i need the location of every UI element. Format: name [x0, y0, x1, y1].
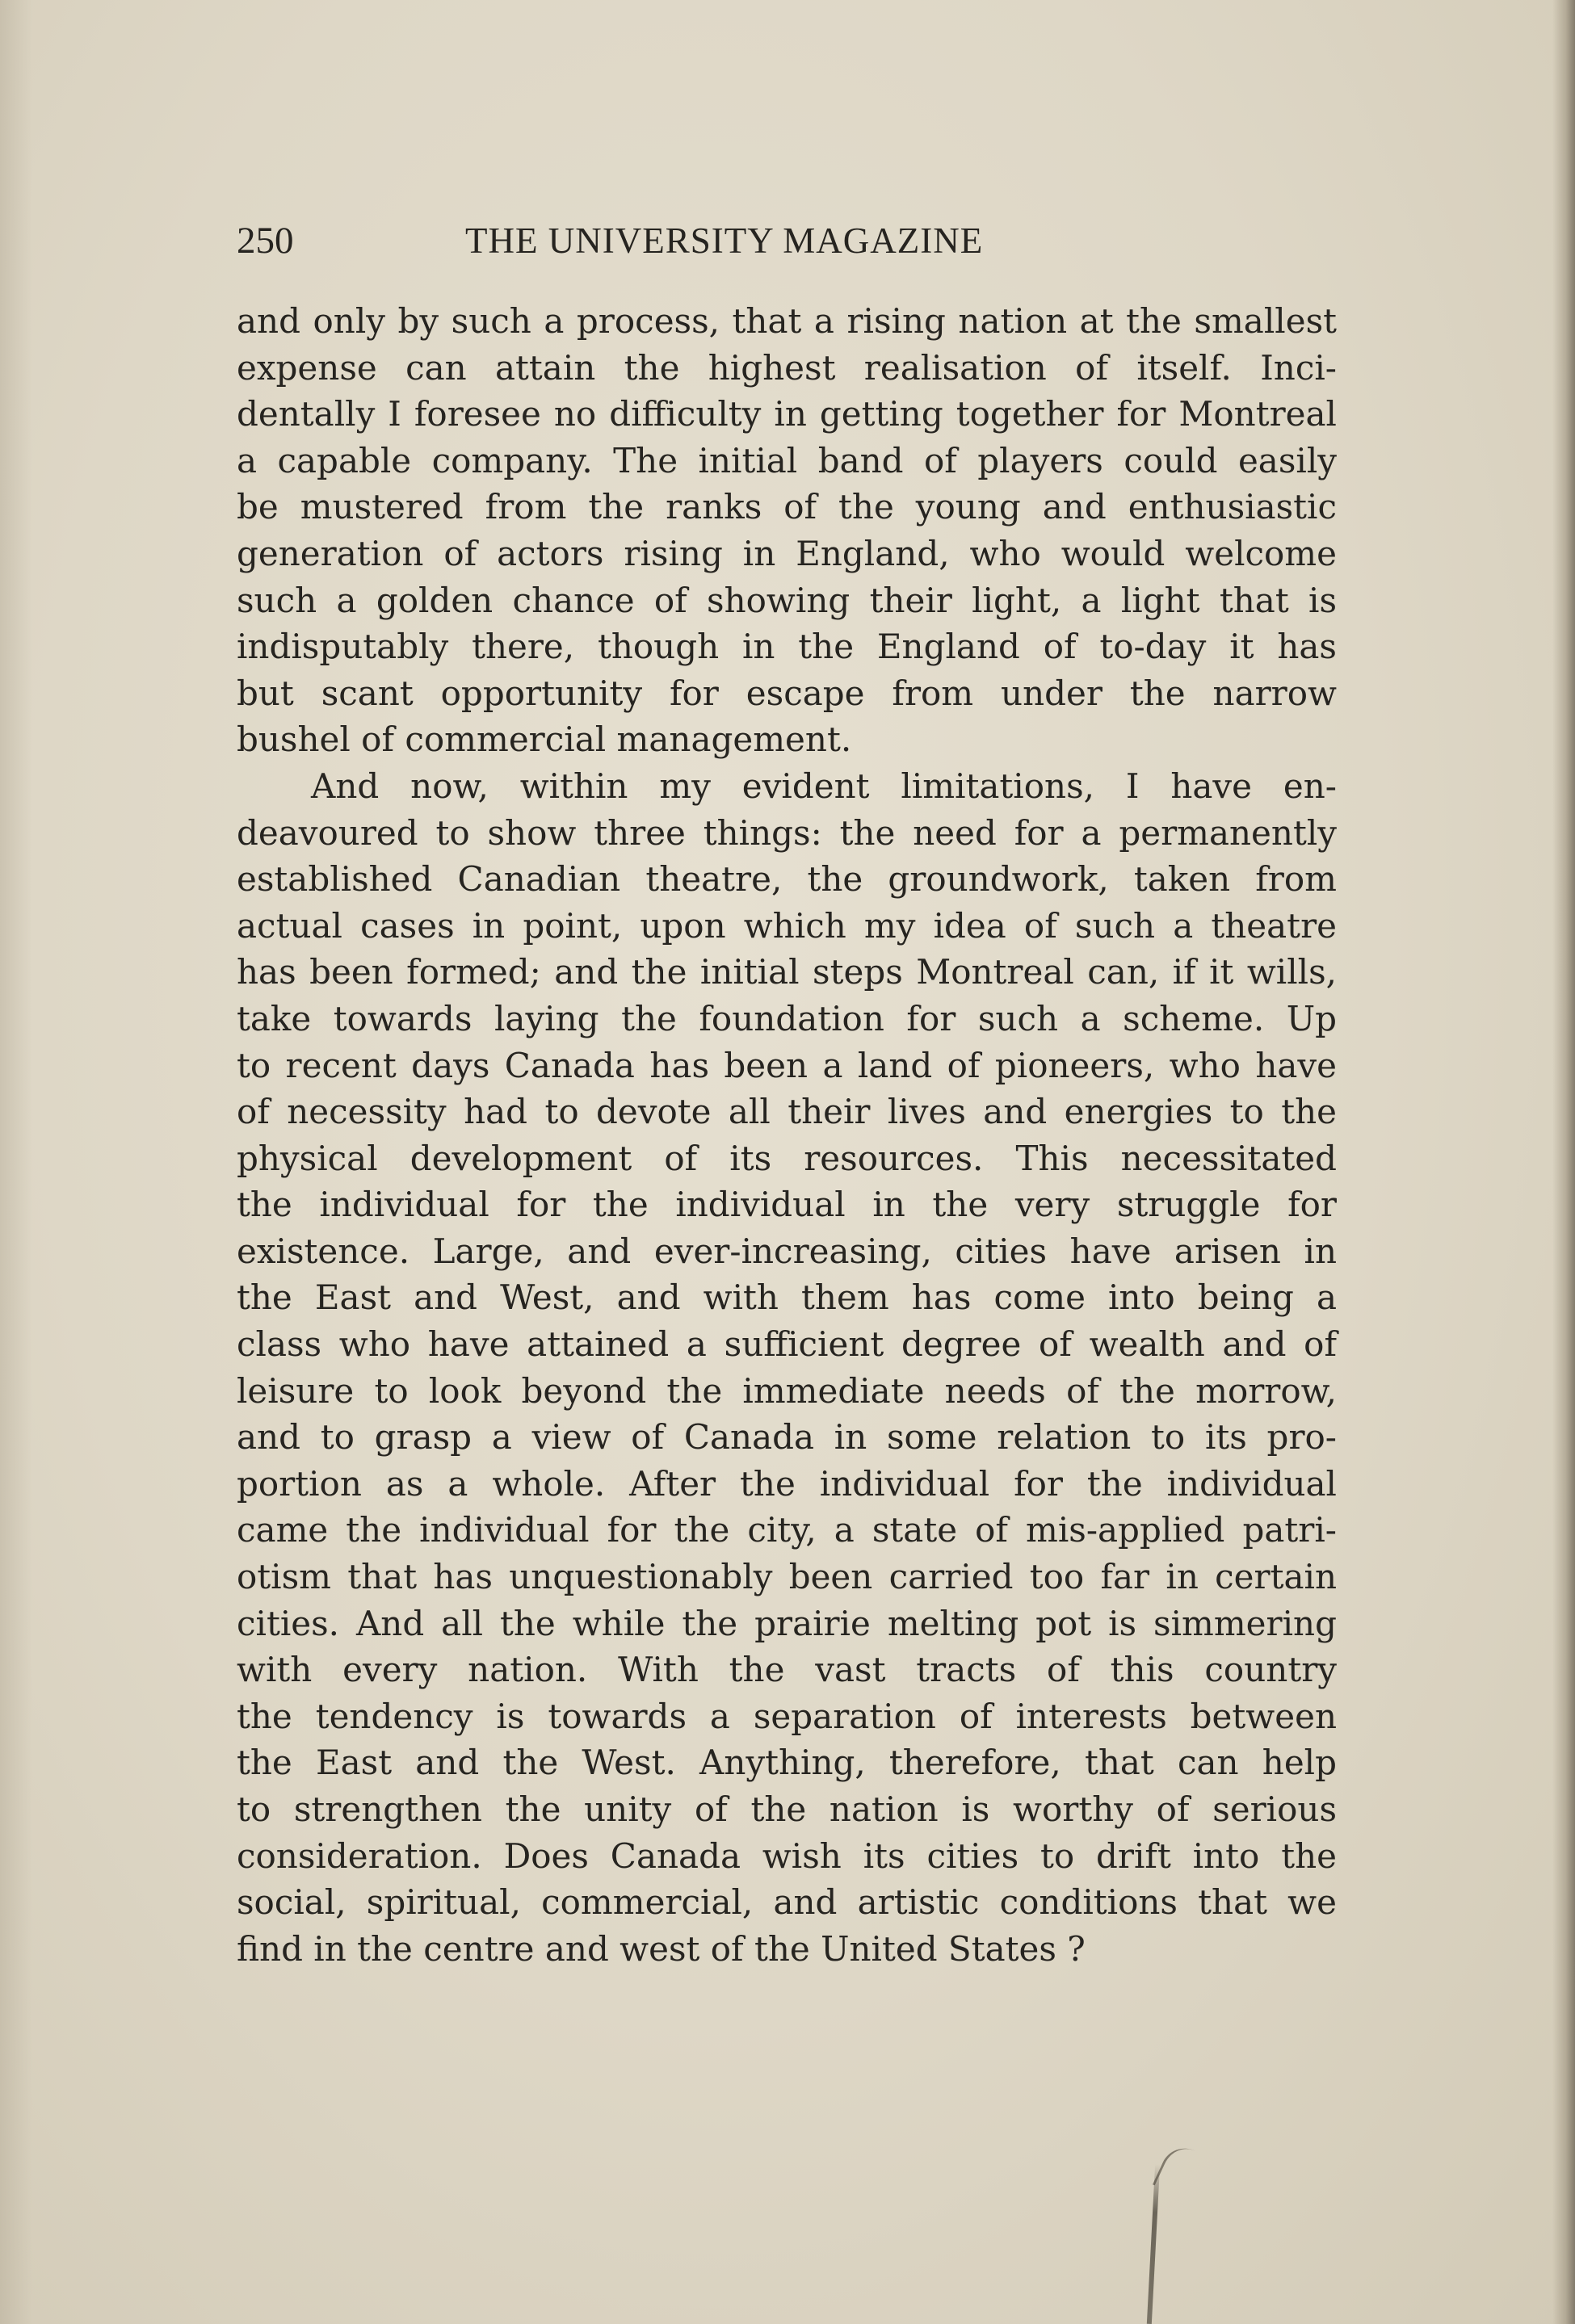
text-line: otism that has unquestionably been carried too far in certain [237, 1557, 1337, 1597]
text-line: be mustered from the ranks of the young and enthusiastic [237, 487, 1337, 527]
text-line: established Canadian theatre, the groundwork, taken from [237, 859, 1337, 900]
text-line: and to grasp a view of Canada in some relation to its pro- [237, 1417, 1337, 1458]
text-line: physical development of its resources. This necessitated [237, 1138, 1337, 1178]
text-line: actual cases in point, upon which my idea of such a theatre [237, 905, 1337, 946]
text-line: portion as a whole. After the individual for the individual [237, 1463, 1337, 1504]
text-line: such a golden chance of showing their light, a light that is [237, 580, 1337, 620]
text-line: leisure to look beyond the immediate needs of the morrow, [237, 1370, 1337, 1411]
running-header [237, 216, 1335, 265]
text-line: class who have attained a sufficient degree of wealth and of [237, 1324, 1337, 1365]
text-line: existence. Large, and ever-increasing, cities have arisen in [237, 1231, 1337, 1271]
running-title: THE UNIVERSITY MAGAZINE [465, 220, 984, 261]
text-line: to strengthen the unity of the nation is worthy of serious [237, 1789, 1337, 1829]
text-line: consideration. Does Canada wish its cities to drift into the [237, 1835, 1337, 1876]
page-number: 250 [237, 220, 294, 262]
text-line: to recent days Canada has been a land of pioneers, who have [237, 1045, 1337, 1085]
text-line: social, spiritual, commercial, and artistic conditions that we [237, 1882, 1337, 1923]
text-line: cities. And all the while the prairie melting pot is simmering [237, 1603, 1337, 1643]
text-line: the East and West, and with them has come into being a [237, 1277, 1337, 1318]
page-edge-shadow [1552, 0, 1575, 2324]
text-line: came the individual for the city, a state of mis-applied patri- [237, 1510, 1337, 1550]
text-line: the individual for the individual in the very struggle for [237, 1185, 1337, 1225]
text-line: And now, within my evident limitations, I have en- [311, 766, 1337, 806]
body-text [237, 298, 1337, 1972]
paragraph-2 [237, 763, 1337, 1972]
text-line: generation of actors rising in England, who would welcome [237, 533, 1337, 573]
text-line: and only by such a process, that a rising nation at the smallest [237, 301, 1337, 341]
paragraph-1 [237, 298, 1337, 763]
text-line: with every nation. With the vast tracts of this country [237, 1650, 1337, 1690]
text-line: expense can attain the highest realisation of itself. Inci- [237, 347, 1337, 388]
text-line: has been formed; and the initial steps Montreal can, if it wills, [237, 952, 1337, 992]
text-line: of necessity had to devote all their lives and energies to the [237, 1092, 1337, 1132]
text-line: a capable company. The initial band of players could easily [237, 440, 1337, 480]
text-line: but scant opportunity for escape from under the narrow [237, 673, 1337, 713]
text-line: the East and the West. Anything, therefore, that can help [237, 1743, 1337, 1783]
text-line: bushel of commercial management. [237, 719, 852, 760]
paper-tear-mark [1147, 2164, 1160, 2324]
page-gutter-shadow [0, 0, 32, 2324]
text-line: dentally I foresee no difficulty in getting together for Montreal [237, 394, 1337, 434]
text-line: indisputably there, though in the England of to-day it has [237, 627, 1337, 667]
text-line: the tendency is towards a separation of interests between [237, 1696, 1337, 1736]
text-line: take towards laying the foundation for such a scheme. Up [237, 998, 1337, 1038]
text-line: deavoured to show three things: the need for a permanently [237, 812, 1337, 853]
text-line: find in the centre and west of the United States ? [237, 1928, 1086, 1969]
